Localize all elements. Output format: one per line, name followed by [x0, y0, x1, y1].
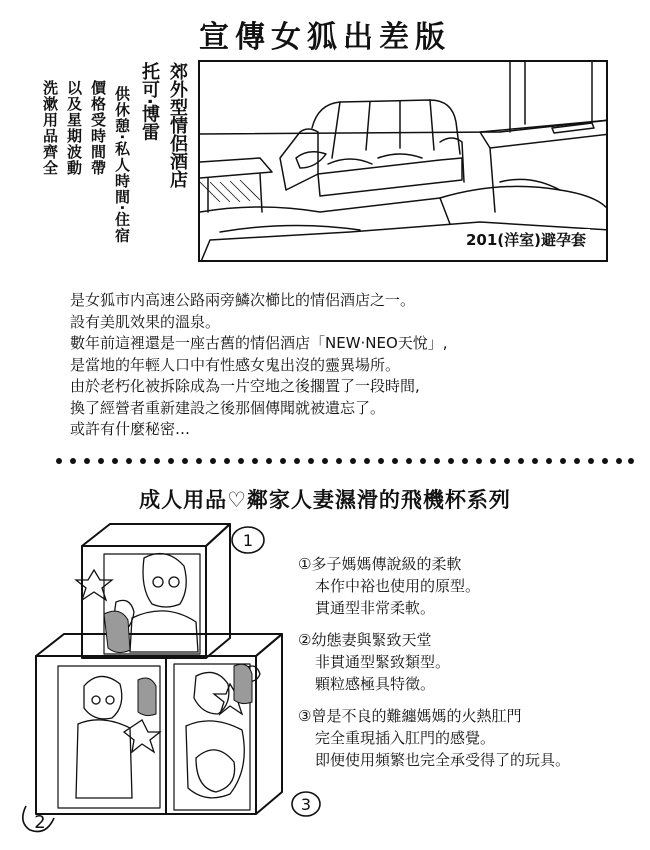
- description-line: 由於老朽化被拆除成為一片空地之後擱置了一段時間,: [70, 377, 420, 395]
- dotted-divider: [55, 457, 635, 465]
- box-label-2: 2: [34, 812, 46, 833]
- description-line: 設有美肌效果的溫泉。: [70, 312, 221, 331]
- product-item-line: 本作中裕也使用的原型。: [315, 577, 481, 595]
- product-item-2: [298, 629, 643, 695]
- hotel-description: [70, 290, 610, 441]
- product-boxes-illustration: [20, 518, 330, 838]
- description-line: 換了經營者重新建設之後那個傳聞就被遺忘了。: [70, 398, 386, 417]
- product-item-head: ②幼態妻與緊致天堂: [298, 631, 432, 649]
- hotel-feature-4: 洗漱用品齊全: [41, 80, 59, 176]
- room-caption: 201(洋室)避孕套: [462, 229, 590, 250]
- page-title: 宣傳女狐出差版: [199, 20, 451, 55]
- product-item-head: ③曾是不良的難纏媽媽的火熱肛門: [298, 707, 522, 725]
- hotel-feature-2: 價格受時間帶: [89, 80, 107, 176]
- product-item-line: 貫通型非常柔軟。: [315, 599, 436, 617]
- description-line: 數年前這裡還是一座古舊的情侶酒店「NEW·NEO天悅」,: [70, 334, 448, 352]
- product-item-head: ①多子媽媽傳說級的柔軟: [298, 555, 462, 573]
- box-label-3: 3: [300, 795, 312, 814]
- product-item-1: [298, 553, 643, 619]
- product-item-3: [298, 705, 643, 771]
- room-illustration: [198, 60, 608, 262]
- description-line: 是女狐市内高速公路兩旁鱗次櫛比的情侶酒店之一。: [70, 291, 416, 309]
- product-item-line: 即便使用頻繁也完全承受得了的玩具。: [315, 751, 571, 769]
- box-label-1: 1: [242, 531, 254, 550]
- product-item-line: 完全重現插入肛門的感覺。: [315, 729, 496, 747]
- description-line: 是當地的年輕人口中有性感女鬼出沒的靈異場所。: [70, 355, 401, 374]
- hotel-feature-3: 以及星期波動: [65, 80, 83, 176]
- products-title: 成人用品♡鄰家人妻濕滑的飛機杯系列: [139, 488, 511, 512]
- hotel-feature-1: 供休憩·私人時間·住宿: [113, 86, 131, 244]
- product-item-line: 非貫通型緊致類型。: [315, 653, 451, 671]
- hotel-name: 郊外型情侶酒店: [167, 62, 188, 188]
- product-list: [298, 553, 643, 781]
- hotel-brand: 托可·博雷: [139, 62, 160, 141]
- product-item-line: 顆粒感極具特徵。: [315, 675, 436, 693]
- description-line: 或許有什麼秘密…: [70, 420, 191, 438]
